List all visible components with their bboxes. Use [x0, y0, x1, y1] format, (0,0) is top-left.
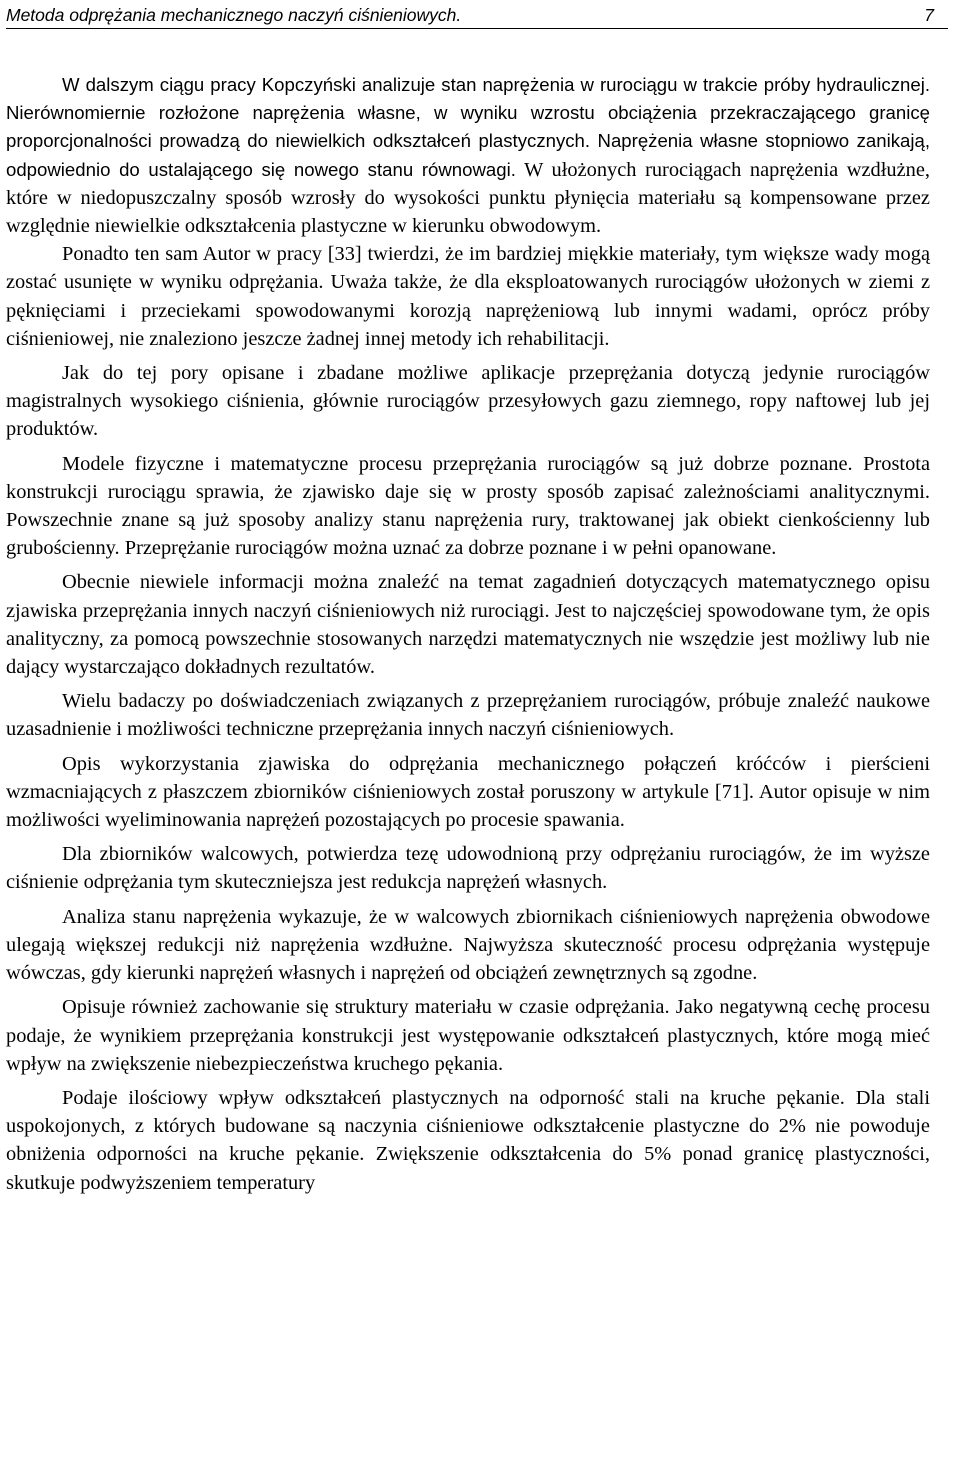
running-header [6, 0, 948, 29]
paragraph: Modele fizyczne i matematyczne procesu przeprężania rurociągów są już dobrze poznane. Prostota konstrukcji rurociągu sprawia, że zjawisko daje się w prosty sposób zapisać zależnościami analitycznymi. Powszechnie znane są już sposoby analizy stanu naprężenia rury, traktowanej jak obiekt cienkościenny lub grubościenny. Przeprężanie rurociągów można uznać za dobrze poznane i w pełni opanowane. [6, 452, 930, 560]
paragraph-sans-part: W dalszym ciągu pracy Kopczyński analizuje stan naprężenia w rurociągu w trakcie próby hydraulicznej. Nierównomiernie rozłożone naprężenia własne, w wyniku wzrostu obciążenia przekraczającego granicę proporcjonalności prowadzą do niewielkich odkształceń plastycznych. Naprężenia własne stopniowo zanikają, odpowiednio do ustalającego się nowego stanu równowagi. [6, 74, 930, 180]
paragraph: Analiza stanu naprężenia wykazuje, że w walcowych zbiornikach ciśnieniowych naprężenia obwodowe ulegają większej redukcji niż naprężenia wzdłużne. Najwyższa skuteczność procesu odprężania występuje wówczas, gdy kierunki naprężeń własnych i naprężeń od obciążeń zewnętrznych są zgodne. [6, 905, 930, 985]
page-number: 7 [924, 5, 934, 25]
paragraph: Podaje ilościowy wpływ odkształceń plastycznych na odporność stali na kruche pękanie. Dla stali uspokojonych, z których budowane są naczynia ciśnieniowe odkształcenie plastyczne do 2% nie powoduje obniżenia odporności na kruche pękanie. Zwiększenie odkształcenia do 5% ponad granicę plastyczności, skutkuje podwyższeniem temperatury [6, 1086, 930, 1194]
paragraph: Jak do tej pory opisane i zbadane możliwe aplikacje przeprężania dotyczą jedynie rurociągów magistralnych wysokiego ciśnienia, głównie rurociągów przesyłowych gazu ziemnego, ropy naftowej lub jej produktów. [6, 362, 930, 441]
paragraph: Wielu badaczy po doświadczeniach związanych z przeprężaniem rurociągów, próbuje znaleźć naukowe uzasadnienie i możliwości techniczne przeprężania innych naczyń ciśnieniowych. [6, 690, 930, 741]
paragraph: Ponadto ten sam Autor w pracy [33] twierdzi, że im bardziej miękkie materiały, tym większe wady mogą zostać usunięte w wyniku odprężania. Uważa także, że dla eksploatowanych rurociągów ułożonych w ziemi z pęknięciami i przeciekami spowodowanymi korozją naprężeniową lub innymi wadami, oprócz próby ciśnieniowej, nie znaleziono jeszcze żadnej innej metody ich rehabilitacji. [6, 243, 930, 350]
header-title: Metoda odprężania mechanicznego naczyń ciśnieniowych. [6, 5, 462, 25]
paragraph [6, 71, 930, 240]
paragraph: Opisuje również zachowanie się struktury materiału w czasie odprężania. Jako negatywną cechę procesu podaje, że wynikiem przeprężania konstrukcji jest występowanie odkształceń plastycznych, które mogą mieć wpływ na zwiększenie niebezpieczeństwa kruchego pękania. [6, 996, 930, 1075]
paragraph: Dla zbiorników walcowych, potwierdza tezę udowodnioną przy odprężaniu rurociągów, że im wyższe ciśnienie odprężania tym skuteczniejsza jest redukcja naprężeń własnych. [6, 843, 930, 894]
paragraph: Opis wykorzystania zjawiska do odprężania mechanicznego połączeń króćców i pierścieni wzmacniających z płaszczem zbiorników ciśnieniowych został poruszony w artykule [71]. Autor opisuje w nim możliwości wyeliminowania naprężeń pozostających po procesie spawania. [6, 752, 930, 832]
paragraph: Obecnie niewiele informacji można znaleźć na temat zagadnień dotyczących matematycznego opisu zjawiska przeprężania innych naczyń ciśnieniowych niż rurociągi. Jest to najczęściej spowodowane tym, że opis analityczny, za pomocą powszechnie stosowanych narzędzi matematycznych nie wszędzie jest możliwy lub nie dający wystarczająco dokładnych rezultatów. [6, 571, 930, 679]
paragraph-serif-part: W ułożonych rurociągach naprężenia wzdłużne, które w niedopuszczalny sposób wzrosły do wysokości punktu płynięcia materiału są kompensowane przez względnie niewielkie odkształcenia plastyczne w kierunku obwodowym. [6, 158, 930, 238]
body-text [6, 71, 930, 1197]
